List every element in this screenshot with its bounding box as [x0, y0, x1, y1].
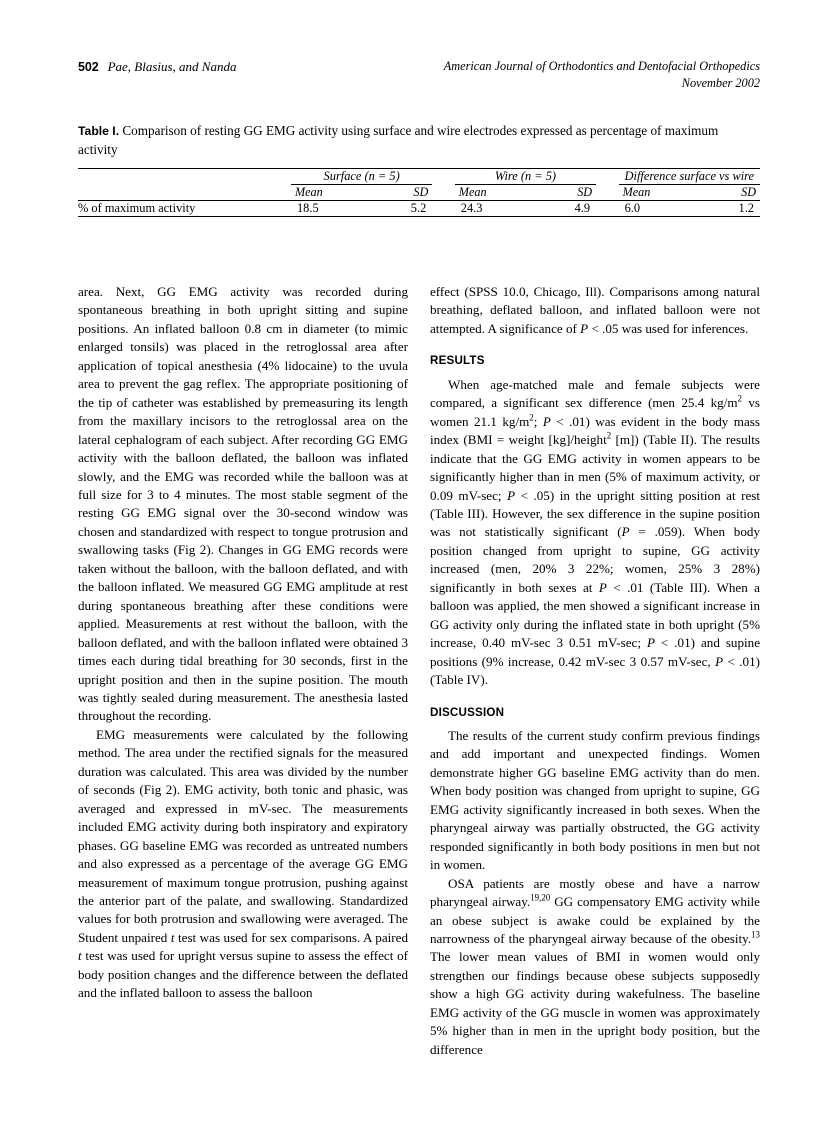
group-gap-2 — [596, 169, 619, 185]
journal-title: American Journal of Orthodontics and Dentofacial Orthopedics — [443, 59, 760, 73]
discussion-text-2: OSA patients are mostly obese and have a narrow pharyngeal airway. — [430, 875, 760, 910]
cell-wire-mean: 24.3 — [460, 201, 483, 215]
paragraph-statistics — [430, 283, 760, 338]
results-text-9: < .01) and supine positions (9% increase, 0.42 mV-sec 3 0.57 mV-sec, — [430, 635, 761, 669]
superscript-squared-b: 2 — [529, 412, 534, 423]
results-text-10: < .01) (Table IV). — [430, 653, 760, 688]
table-group-header-row — [78, 169, 760, 185]
section-heading-discussion: DISCUSSION — [430, 705, 505, 719]
cell-gap-1 — [432, 201, 455, 217]
page-number: 502 — [78, 60, 99, 74]
sub-header-wire-sd: SD — [577, 185, 593, 199]
p-value-italic-3: P — [507, 487, 516, 503]
group-gap-1 — [432, 169, 455, 185]
table-title: Comparison of resting GG EMG activity using surface and wire electrodes expressed as percentage of maximum activity — [78, 123, 719, 157]
group-header-surface: Surface (n = 5) — [291, 169, 432, 185]
table-label: Table I. — [78, 124, 120, 138]
cell-wire-sd: 4.9 — [574, 201, 591, 215]
sub-gap-1 — [432, 185, 455, 201]
issue-date: November 2002 — [681, 76, 760, 90]
stats-text-1: effect (SPSS 10.0, Chicago, Ill). Comparisons among natural breathing, deflated balloon, and inflated balloon were not attempted. A significance of — [430, 284, 760, 336]
p-value-italic-6: P — [646, 635, 655, 651]
table-block — [78, 122, 760, 217]
t-test-italic-1: t — [170, 929, 175, 945]
table-sub-header-row — [78, 185, 760, 201]
cell-diff-sd: 1.2 — [738, 201, 754, 215]
table-corner-cell — [78, 169, 291, 185]
sub-gap-2 — [596, 185, 619, 201]
p-value-italic-4: P — [621, 524, 630, 540]
results-text-7: = .059). When body position changed from upright to supine, GG activity increased (men, 20% 3 22%; women, 25% 3 28%) significantly in both sexes at — [430, 524, 760, 595]
row-label: % of maximum activity — [78, 201, 196, 215]
p-value-italic-7: P — [715, 653, 724, 669]
running-head-right — [444, 58, 760, 92]
section-heading-results: RESULTS — [430, 354, 485, 368]
stats-text-2: < .05 was used for inferences. — [588, 320, 749, 336]
body-columns — [78, 283, 760, 1059]
superscript-reference-19-20: 19,20 — [530, 892, 551, 903]
discussion-text-3: GG compensatory EMG activity while an obese subject is awake could be explained by the narrowness of the pharyngeal airway because of the obesity. — [430, 894, 760, 946]
sub-header-surface-sd: SD — [413, 185, 429, 199]
sub-header-diff-mean: Mean — [622, 185, 651, 199]
running-head-authors: Pae, Blasius, and Nanda — [107, 59, 237, 74]
sub-header-surface-mean: Mean — [294, 185, 323, 199]
paragraph-methods-continued: area. Next, GG EMG activity was recorded during spontaneous breathing in both upright sitting and supine positions. An inflated balloon 0.8 cm in diameter (to mimic enlarged tonsils) was placed in the retroglossal area after application of topical anesthesia (4% lidocaine) to the uvula area to prevent the gag reflex. The appropriate positioning of the tip of catheter was established by premeasuring its length from the maxillary incisors to the retroglossal area on the lateral cephalogram of each subject. After recording GG EMG activity with the balloon deflated, the balloon was inflated slowly, and the EMG was recorded while the balloon was at full size for 3 to 4 minutes. The most stable segment of the resting GG EMG signal over the 30-second window was chosen and standardized with respect to tongue protrusion and swallowing tasks (Fig 2). Changes in GG EMG records were taken without the balloon, with the balloon deflated, and with the balloon inflated. We measured GG EMG amplitude at rest during spontaneous breathing after these conditions were applied. Measurements at rest without the balloon, with the balloon deflated, and with the balloon inflated were obtained 3 times each during tidal breathing for 30 seconds, first in the upright position and then in the supine position. The mouth was tightly sealed during measurement. The anesthesia lasted throughout the recording. — [78, 284, 408, 724]
cell-diff-mean: 6.0 — [624, 201, 641, 215]
table-row — [78, 201, 760, 217]
sub-header-wire-mean: Mean — [458, 185, 487, 199]
t-test-italic-2: t — [78, 948, 82, 964]
cell-gap-2 — [596, 201, 619, 217]
paragraph-discussion-2 — [430, 875, 760, 1060]
emg-method-text-1: EMG measurements were calculated by the following method. The area under the rectified signals for the measured duration was calculated. This area was divided by the number of seconds (Fig 2). EMG activity, both tonic and phasic, was averaged and expressed in mV-sec. The measurements included EMG activity during both inspiratory and expiratory phases. GG baseline EMG was recorded as untreated numbers and also expressed as a percentage of the average GG EMG measurement of maximum tongue protrusion, pushing against the anterior part of the palate, and swallowing. Standardized values for both protrusion and swallowing were averaged. The Student unpaired — [78, 726, 408, 945]
superscript-reference-13: 13 — [751, 929, 760, 940]
group-header-difference: Difference surface vs wire — [619, 169, 760, 185]
emg-method-text-2: test was used for sex comparisons. A paired — [174, 929, 408, 945]
running-head — [78, 58, 760, 92]
cell-surface-sd: 5.2 — [410, 201, 427, 215]
paragraph-emg-measurements — [78, 726, 408, 1003]
results-text-2: vs women 21.1 kg/m — [430, 395, 760, 429]
cell-surface-mean: 18.5 — [296, 201, 319, 215]
results-text-4: < .01) was evident in the body mass index (BMI = weight [kg]/height — [430, 413, 760, 448]
table-caption — [78, 122, 760, 158]
results-text-6: < .05) in the upright sitting position at rest (Table III). However, the sex difference in the supine position was not statistically significant ( — [430, 487, 760, 540]
column-right — [430, 283, 760, 1059]
p-value-italic-2: P — [542, 413, 551, 429]
superscript-squared-a: 2 — [737, 393, 742, 404]
column-left — [78, 283, 408, 1059]
p-value-italic-1: P — [580, 320, 589, 336]
p-value-italic-5: P — [598, 579, 607, 595]
discussion-text-4: The lower mean values of BMI in women would only strengthen our findings because obese subjects supposedly show a high GG activity during wakefulness. The baseline EMG activity of the GG muscle in women was approximately 5% higher than in men in the upright body position, but the difference — [430, 949, 760, 1057]
group-header-wire: Wire (n = 5) — [455, 169, 596, 185]
superscript-squared-c: 2 — [606, 430, 612, 441]
sub-header-diff-sd: SD — [741, 185, 756, 199]
results-table — [78, 168, 760, 217]
emg-method-text-3: test was used for upright versus supine to assess the effect of body position changes and the difference between the deflated and the inflated balloon to assess the balloon — [78, 948, 408, 1001]
paragraph-results — [430, 376, 760, 690]
results-text-3: ; — [533, 413, 543, 429]
running-head-left — [78, 58, 236, 76]
results-text-5: [m]) (Table II). The results indicate that the GG EMG activity in women appears to be significantly higher than in men (5% of maximum activity, or 0.09 mV-sec; — [430, 432, 761, 503]
results-text-8: < .01 (Table III). When a balloon was applied, the men showed a significant increase in GG activity only during the inflated state in both upright (5% increase, 0.40 mV-sec 3 0.51 mV-sec; — [430, 579, 760, 651]
paragraph-discussion-1: The results of the current study confirm previous findings and add important and unexpected findings. Women demonstrate higher GG baseline EMG activity than do men. When body position was changed from upright to supine, GG EMG activity significantly increased in both sexes. When the pharyngeal airway was partially obstructed, the GG activity responded significantly in both body positions in men but not in women. — [430, 727, 760, 873]
table-rule-bottom — [78, 217, 760, 218]
results-text-1: When age-matched male and female subjects were compared, a significant sex difference (men 25.4 kg/m — [430, 376, 760, 411]
sub-corner-cell — [78, 185, 291, 201]
